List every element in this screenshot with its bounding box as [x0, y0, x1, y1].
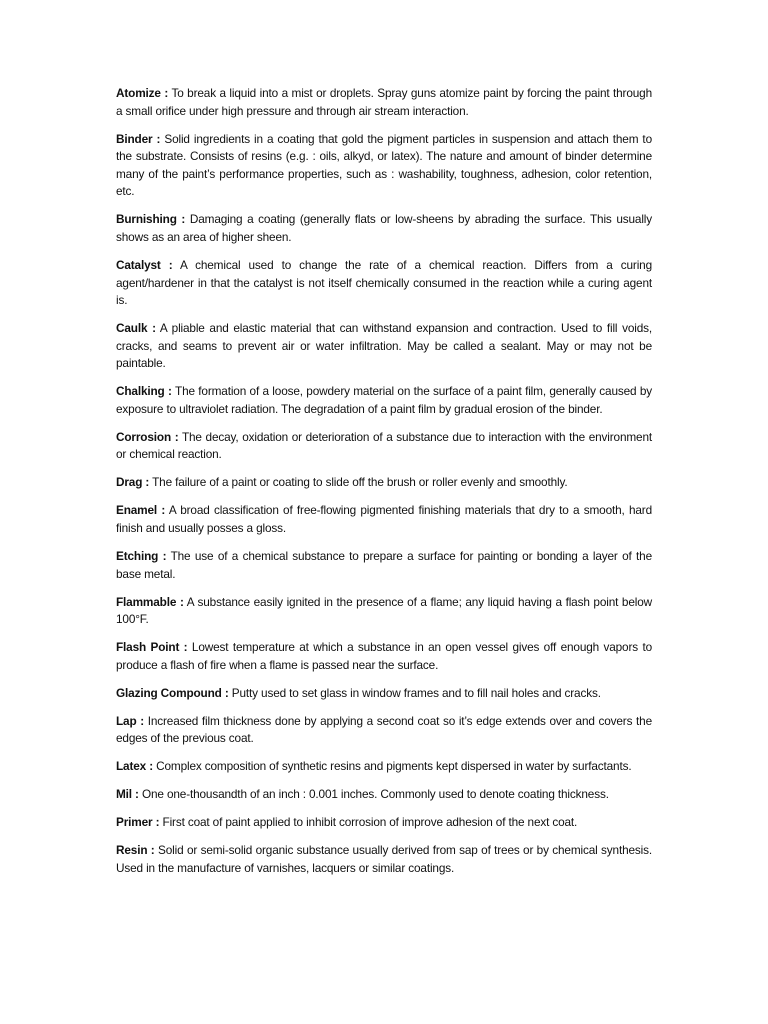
definition-primer: First coat of paint applied to inhibit corrosion of improve adhesion of the next coat.: [162, 815, 578, 830]
definition-resin: Solid or semi-solid organic substance usually derived from sap of trees or by chemical synthesis. Used in the manufacture of varnishes, lacquers or similar coatings.: [116, 843, 652, 875]
term-latex: Latex :: [116, 759, 153, 774]
glossary-entry-flash-point: [116, 639, 652, 674]
term-primer: Primer :: [116, 815, 160, 830]
glossary-entry-mil: [116, 786, 652, 804]
term-drag: Drag :: [116, 475, 150, 490]
definition-catalyst: A chemical used to change the rate of a chemical reaction. Differs from a curing agent/hardener in that the catalyst is not itself chemically consumed in the reaction while a curing agent is.: [116, 257, 652, 308]
glossary-page: [116, 85, 652, 888]
definition-latex: Complex composition of synthetic resins and pigments kept dispersed in water by surfactants.: [156, 759, 632, 774]
term-etching: Etching :: [116, 548, 167, 563]
definition-mil: One one-thousandth of an inch : 0.001 inches. Commonly used to denote coating thickness.: [141, 787, 609, 802]
glossary-entry-atomize: [116, 85, 652, 120]
glossary-entry-chalking: [116, 383, 652, 418]
glossary-entry-latex: [116, 758, 652, 776]
glossary-entry-resin: [116, 842, 652, 877]
definition-flammable: A substance easily ignited in the presence of a flame; any liquid having a flash point below 100°F.: [116, 594, 653, 627]
term-resin: Resin :: [116, 843, 155, 858]
definition-flash-point: Lowest temperature at which a substance in an open vessel gives off enough vapors to produce a flash of fire when a flame is passed near the surface.: [116, 640, 652, 672]
glossary-entry-catalyst: [116, 257, 652, 310]
definition-lap: Increased film thickness done by applying a second coat so it’s edge extends over and covers the edges of the previous coat.: [116, 713, 652, 746]
definition-binder: Solid ingredients in a coating that gold the pigment particles in suspension and attach them to the substrate. Consists of resins (e.g. : oils, alkyd, or latex). The nature and amount of binder determine many of the paint’s performance properties, such as : washability, toughness, adhesion, color retention, etc.: [116, 131, 652, 199]
glossary-entry-flammable: [116, 594, 652, 629]
glossary-entry-lap: [116, 713, 652, 748]
term-atomize: Atomize :: [116, 86, 169, 100]
term-caulk: Caulk :: [116, 321, 156, 336]
term-binder: Binder :: [116, 131, 161, 146]
definition-etching: The use of a chemical substance to prepare a surface for painting or bonding a layer of the base metal.: [116, 548, 652, 581]
definition-burnishing: Damaging a coating (generally flats or low-sheens by abrading the surface. This usually shows as an area of higher sheen.: [116, 212, 653, 244]
glossary-entry-binder: [116, 131, 652, 201]
term-burnishing: Burnishing :: [116, 212, 186, 227]
term-catalyst: Catalyst :: [116, 257, 173, 272]
glossary-entry-burnishing: [116, 211, 652, 246]
glossary-entry-corrosion: [116, 429, 652, 464]
definition-corrosion: The decay, oxidation or deterioration of a substance due to interaction with the environment or chemical reaction.: [116, 429, 652, 462]
definition-atomize: To break a liquid into a mist or droplets. Spray guns atomize paint by forcing the paint through a small orifice under high pressure and through air stream interaction.: [116, 86, 652, 118]
glossary-entry-etching: [116, 548, 652, 583]
definition-enamel: A broad classification of free-flowing pigmented finishing materials that dry to a smooth, hard finish and usually posses a gloss.: [116, 503, 652, 535]
term-corrosion: Corrosion :: [116, 429, 179, 444]
definition-caulk: A pliable and elastic material that can withstand expansion and contraction. Used to fill voids, cracks, and seams to prevent air or water infiltration. May be called a sealant. May or may not be paintable.: [116, 321, 653, 371]
glossary-entry-enamel: [116, 502, 652, 537]
glossary-entry-drag: [116, 474, 652, 492]
definition-chalking: The formation of a loose, powdery material on the surface of a paint film, generally caused by exposure to ultraviolet radiation. The degradation of a paint film by gradual erosion of the binder.: [116, 384, 652, 416]
term-enamel: Enamel :: [116, 503, 166, 518]
term-chalking: Chalking :: [116, 384, 172, 399]
term-mil: Mil :: [116, 787, 139, 802]
glossary-entry-primer: [116, 814, 652, 832]
term-glazing-compound: Glazing Compound :: [116, 685, 229, 700]
glossary-entry-glazing-compound: [116, 685, 652, 703]
term-lap: Lap :: [116, 713, 145, 728]
term-flash-point: Flash Point :: [116, 640, 188, 655]
term-flammable: Flammable :: [116, 594, 184, 609]
definition-drag: The failure of a paint or coating to slide off the brush or roller evenly and smoothly.: [152, 475, 568, 490]
glossary-entry-caulk: [116, 320, 652, 373]
definition-glazing-compound: Putty used to set glass in window frames and to fill nail holes and cracks.: [231, 685, 601, 700]
